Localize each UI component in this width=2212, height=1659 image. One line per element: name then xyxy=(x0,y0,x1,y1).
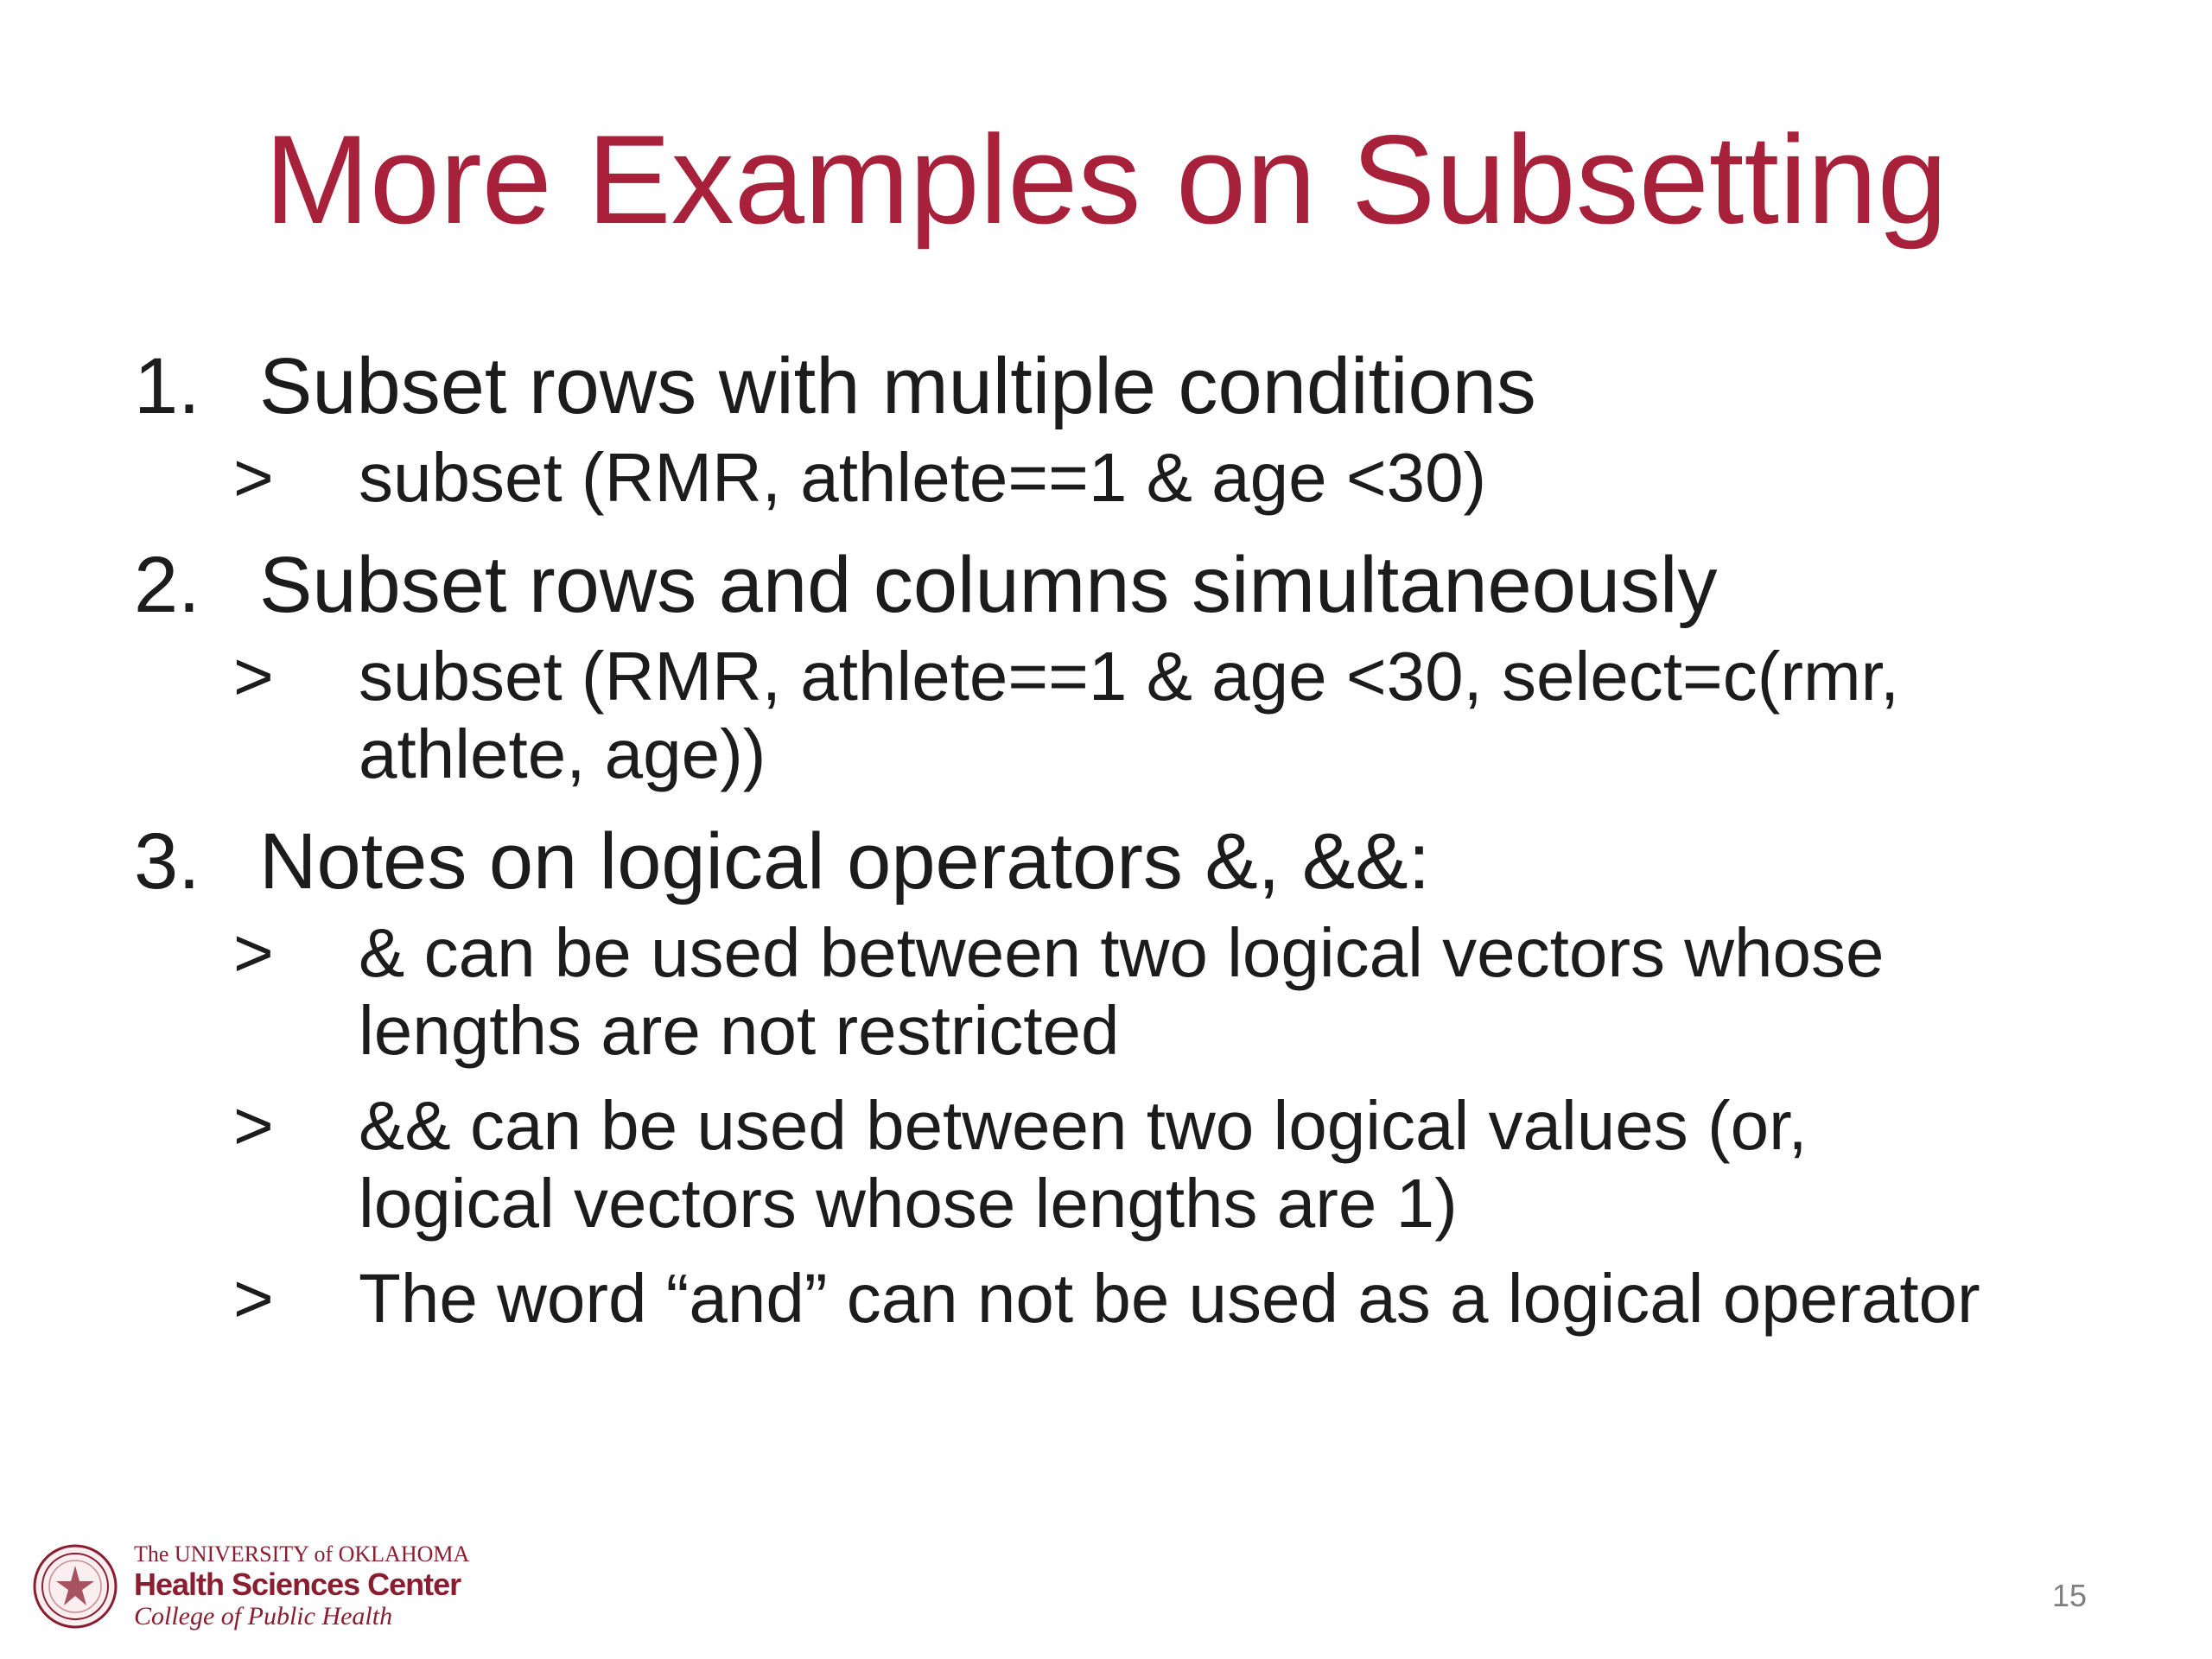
logo-text xyxy=(134,1541,469,1631)
list-number: 3. xyxy=(134,817,200,906)
chevron-right-icon: > xyxy=(233,638,274,715)
logo-university: The UNIVERSITY of OKLAHOMA xyxy=(134,1541,470,1567)
sub-item xyxy=(134,1087,2121,1243)
sub-item-line: & can be used between two logical vectors whose xyxy=(359,914,1885,991)
chevron-right-icon: > xyxy=(233,439,274,516)
slide-title: More Examples on Subsetting xyxy=(264,109,1948,250)
logo-college: College of Public Health xyxy=(134,1602,393,1630)
sub-item-line: && can be used between two logical values (or, xyxy=(359,1087,1808,1164)
list-item-3 xyxy=(134,810,2121,912)
sub-item xyxy=(134,439,2121,517)
sub-item-line: athlete, age)) xyxy=(359,715,766,792)
list-item-text: Subset rows and columns simultaneously xyxy=(259,541,1718,629)
page-number: 15 xyxy=(2052,1578,2088,1613)
sub-item-text: The word “and” can not be used as a logical operator xyxy=(359,1260,1980,1337)
slide-content xyxy=(134,335,2121,1355)
chevron-right-icon: > xyxy=(233,1087,274,1164)
logo-center: Health Sciences Center xyxy=(134,1567,461,1602)
list-item-1 xyxy=(134,335,2121,437)
sub-item-line: lengths are not restricted xyxy=(359,992,1120,1069)
sub-item-text: subset (RMR, athlete==1 & age <30) xyxy=(359,439,1487,516)
list-item-text: Notes on logical operators &, &&: xyxy=(259,817,1431,906)
sub-item xyxy=(134,1260,2121,1338)
sub-item-line: subset (RMR, athlete==1 & age <30, select=c(rmr, xyxy=(359,638,1900,715)
sub-item xyxy=(134,638,2121,793)
chevron-right-icon: > xyxy=(233,914,274,991)
list-item-2 xyxy=(134,534,2121,636)
chevron-right-icon: > xyxy=(233,1260,274,1337)
university-logo xyxy=(29,1529,487,1643)
university-seal-icon xyxy=(32,1543,118,1630)
sub-item xyxy=(134,914,2121,1070)
list-item-text: Subset rows with multiple conditions xyxy=(259,342,1536,430)
sub-item-line: logical vectors whose lengths are 1) xyxy=(359,1165,1458,1242)
list-number: 1. xyxy=(134,342,200,430)
list-number: 2. xyxy=(134,541,200,629)
